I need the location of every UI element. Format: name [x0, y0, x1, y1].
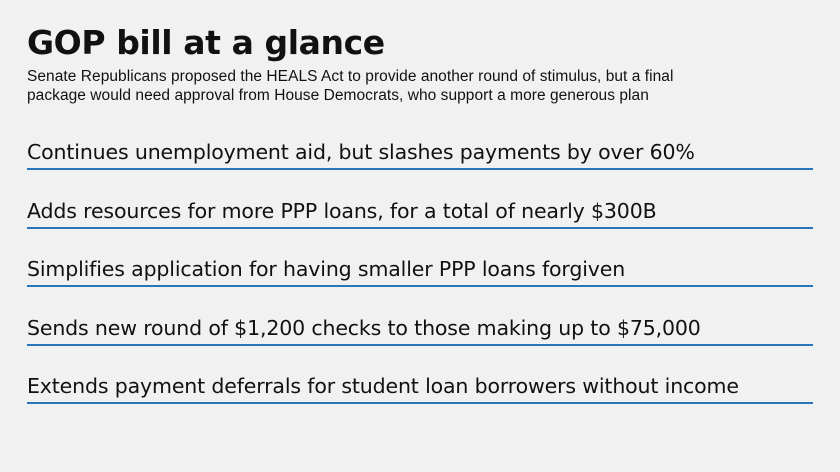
- divider: [27, 402, 813, 404]
- key-points-list: [27, 138, 813, 431]
- header: [27, 24, 827, 105]
- page-title: GOP bill at a glance: [27, 23, 385, 62]
- list-item-text: Adds resources for more PPP loans, for a total of nearly $300B: [27, 198, 657, 223]
- list-item-text: Sends new round of $1,200 checks to those making up to $75,000: [27, 315, 701, 340]
- list-item: [27, 255, 813, 314]
- list-item-text: Continues unemployment aid, but slashes payments by over 60%: [27, 140, 695, 164]
- list-item-text: Simplifies application for having smaller PPP loans forgiven: [27, 257, 626, 281]
- divider: [27, 227, 813, 229]
- subtitle-line-2: package would need approval from House Democrats, who support a more generous plan: [27, 87, 649, 104]
- subtitle: [27, 67, 827, 105]
- list-item: [27, 197, 813, 256]
- divider: [27, 285, 813, 287]
- subtitle-line-1: Senate Republicans proposed the HEALS Act to provide another round of stimulus, but a final: [27, 68, 674, 85]
- list-item-text: Extends payment deferrals for student loan borrowers without income: [27, 374, 739, 398]
- list-item: [27, 314, 813, 373]
- divider: [27, 344, 813, 346]
- list-item: [27, 372, 813, 431]
- list-item: [27, 138, 813, 197]
- divider: [27, 168, 813, 170]
